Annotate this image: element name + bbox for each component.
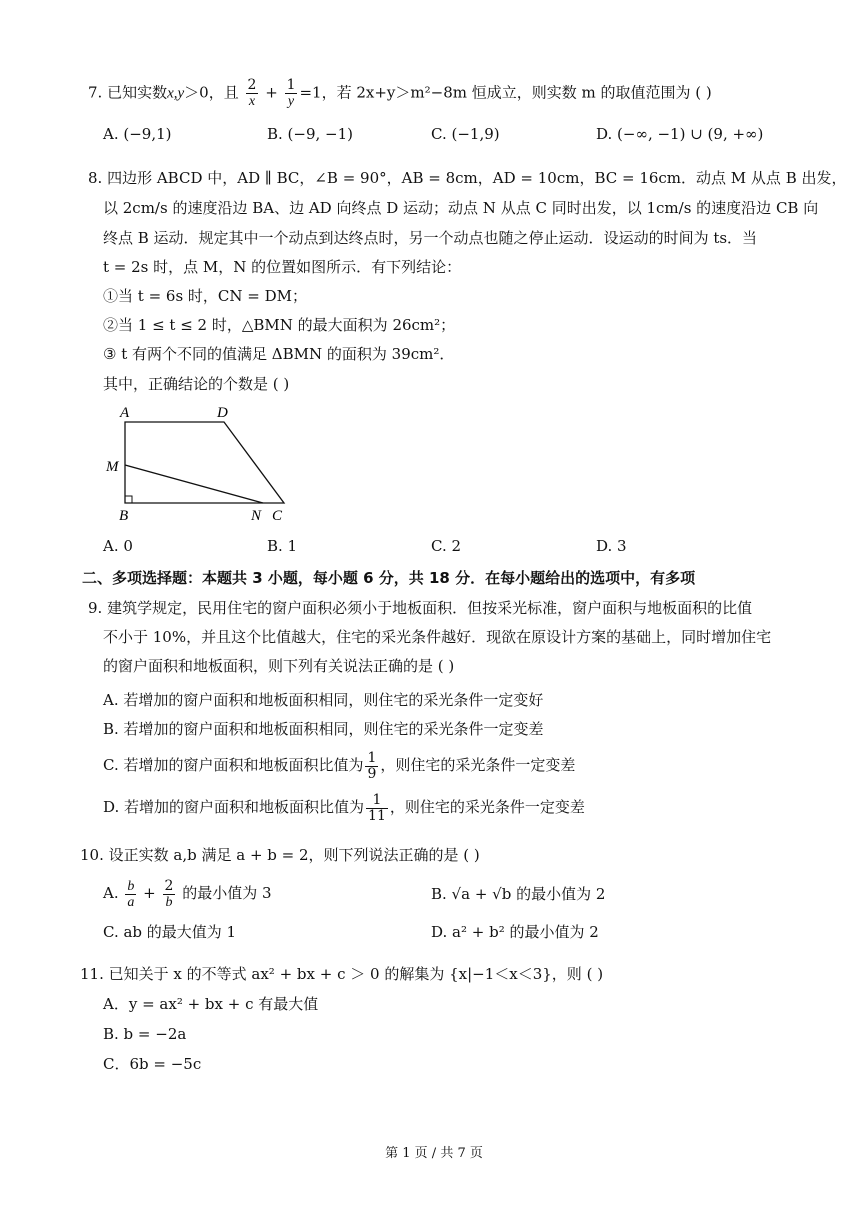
q10-option-b: B. √a + √b 的最小值为 2 (431, 885, 606, 903)
q10-frac-2-b: $\frac{2}{b}$ (164, 877, 174, 910)
q11-option-a: A．y = ax² + bx + c 有最大值 (103, 995, 319, 1013)
q7-condition: =1，若 2x+y＞m²−8m 恒成立，则实数 m 的取值范围为 ( ) (299, 83, 712, 102)
q8-option-b: B. 1 (267, 537, 298, 555)
q9-frac-1-9: $\frac{1}{9}$ (367, 749, 377, 782)
q7-option-d: D. (−∞, −1) ∪ (9, +∞) (596, 125, 764, 143)
trapezoid-abcd (125, 422, 284, 503)
q11-option-c: C．6b = −5c (103, 1055, 202, 1073)
q11-stem: 11. 已知关于 x 的不等式 ax² + bx + c ＞ 0 的解集为 {x|−1＜x＜3}，则 ( ) (80, 965, 604, 983)
q8-option-c: C. 2 (431, 537, 462, 555)
section-heading-multi-choice: 二、多项选择题：本题共 3 小题，每小题 6 分，共 18 分．在每小题给出的选项中，有多项 (82, 569, 696, 587)
q8-line-4: t = 2s 时，点 M，N 的位置如图所示．有下列结论： (103, 258, 462, 276)
trapezoid-figure (100, 400, 300, 525)
label-m: M (106, 459, 119, 475)
q9-option-a: A. 若增加的窗户面积和地板面积相同，则住宅的采光条件一定变好 (103, 691, 544, 709)
q9-line-1: 9. 建筑学规定，民用住宅的窗户面积必须小于地板面积．但按采光标准，窗户面积与地板面积的比值 (88, 599, 753, 617)
q7-xy: x,y (167, 85, 185, 102)
q7-stem-pre: 7. 已知实数 (88, 83, 168, 102)
segment-mn (125, 465, 263, 503)
q7-option-c: C. (−1,9) (431, 125, 500, 143)
page-number: 第 1 页 / 共 7 页 (385, 1146, 483, 1161)
q7-option-a: A. (−9,1) (103, 125, 172, 143)
q7-frac-1-y: $\frac{1}{y}$ (286, 77, 296, 109)
q10-frac-b-a: $\frac{b}{a}$ (127, 878, 135, 910)
label-c: C (272, 508, 283, 524)
right-angle-mark (125, 496, 132, 503)
q9-option-c: C. 若增加的窗户面积和地板面积比值为 $\frac{1}{9}$ ，则住宅的采光条件一定变差 (103, 749, 576, 782)
q9-frac-1-11: $\frac{1}{11}$ (368, 791, 386, 824)
q10-option-a: A. $\frac{b}{a}$ + $\frac{2}{b}$ 的最小值为 3 (103, 877, 272, 910)
q8-line-1: 8. 四边形 ABCD 中，AD ∥ BC，∠B = 90°，AB = 8cm，AD = 10cm，BC = 16cm．动点 M 从点 B 出发， (88, 169, 847, 187)
q7-frac-2-x: $\frac{2}{x}$ (247, 77, 257, 109)
q8-line-2: 以 2cm/s 的速度沿边 BA、边 AD 向终点 D 运动；动点 N 从点 C 同时出发，以 1cm/s 的速度沿边 CB 向 (103, 199, 819, 217)
q7-gt0: ＞0，且 (184, 83, 239, 102)
q8-line-3: 终点 B 运动．规定其中一个动点到达终点时，另一个动点也随之停止运动．设运动的时间为 ts．当 (103, 229, 758, 247)
label-d: D (217, 405, 228, 421)
q8-option-d: D. 3 (596, 537, 627, 555)
q8-conclusion-2: ②当 1 ≤ t ≤ 2 时，△BMN 的最大面积为 26cm²； (103, 316, 456, 334)
q7-stem (88, 78, 712, 109)
label-n: N (251, 508, 262, 524)
q8-conclusion-1: ①当 t = 6s 时，CN = DM； (103, 287, 308, 305)
q9-option-b: B. 若增加的窗户面积和地板面积相同，则住宅的采光条件一定变差 (103, 720, 544, 738)
q8-question: 其中，正确结论的个数是 ( ) (103, 375, 290, 393)
q11-option-b: B. b = −2a (103, 1025, 187, 1043)
q8-option-a: A. 0 (103, 537, 133, 555)
q9-option-d: D. 若增加的窗户面积和地板面积比值为 $\frac{1}{11}$ ，则住宅的采光条件一定变差 (103, 791, 585, 824)
q10-option-c: C. ab 的最大值为 1 (103, 923, 237, 941)
q9-line-3: 的窗户面积和地板面积，则下列有关说法正确的是 ( ) (103, 657, 455, 675)
label-a: A (120, 405, 130, 421)
q9-line-2: 不小于 10%，并且这个比值越大，住宅的采光条件越好．现欲在原设计方案的基础上，同时增加住宅 (103, 628, 772, 646)
q10-stem: 10. 设正实数 a,b 满足 a + b = 2，则下列说法正确的是 ( ) (80, 846, 480, 864)
q8-conclusion-3: ③ t 有两个不同的值满足 ΔBMN 的面积为 39cm²． (103, 345, 455, 363)
q7-plus: + (265, 83, 278, 102)
q10-option-d: D. a² + b² 的最小值为 2 (431, 923, 599, 941)
q7-option-b: B. (−9, −1) (267, 125, 354, 143)
label-b: B (119, 508, 129, 524)
